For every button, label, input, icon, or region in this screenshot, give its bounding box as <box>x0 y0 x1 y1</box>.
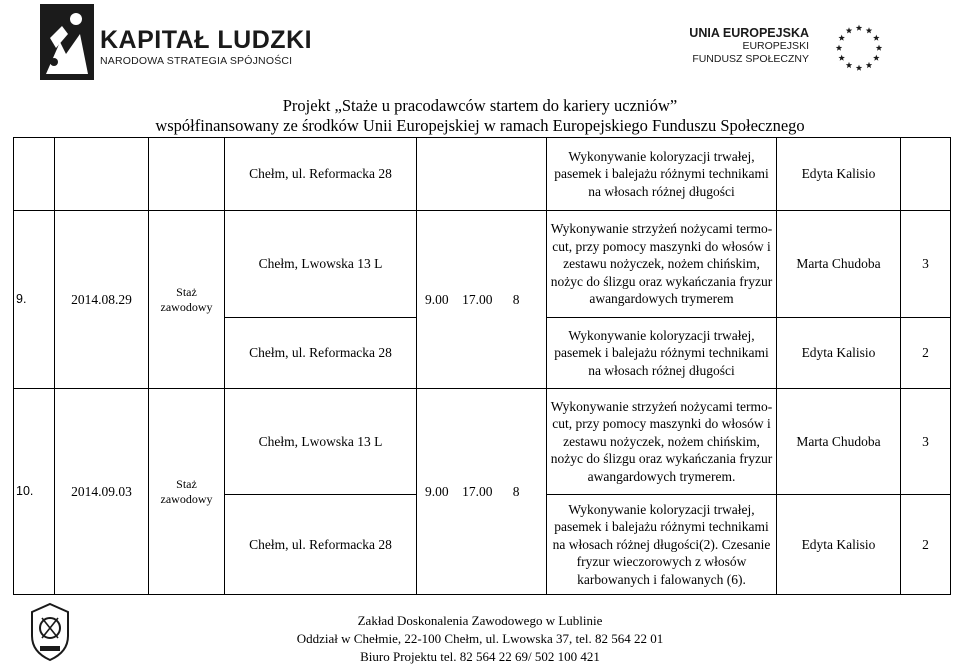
project-title: Projekt „Staże u pracodawców startem do kariery uczniów” <box>282 96 678 115</box>
time-cell <box>417 138 547 211</box>
trainer-cell: Edyta Kalisio <box>777 138 901 211</box>
table-row <box>14 389 951 495</box>
hours-cell <box>901 138 951 211</box>
hour-count: 8 <box>512 291 520 307</box>
place-cell: Chełm, ul. Reformacka 28 <box>225 318 417 389</box>
eu-star-icon <box>866 62 872 68</box>
time-from: 9.00 <box>425 483 449 499</box>
description-cell: Wykonywanie koloryzacji trwałej, pasemek i balejażu różnymi technikami na włosach różnej długości(2). Czesanie fryzur wieczorowych z włosów karbowanych i falowanych (6). <box>547 495 777 595</box>
description-cell: Wykonywanie koloryzacji trwałej, pasemek i balejażu różnymi technikami na włosach różnej długości <box>547 318 777 389</box>
eu-logo <box>676 20 926 80</box>
description-cell: Wykonywanie koloryzacji trwałej, pasemek i balejażu różnymi technikami na włosach różnej długości <box>547 138 777 211</box>
time-to: 17.00 <box>462 291 493 307</box>
time-to: 17.00 <box>462 483 493 499</box>
date-cell <box>55 138 149 211</box>
project-funding: współfinansowany ze środków Unii Europejskiej w ramach Europejskiego Funduszu Społecznego <box>155 116 805 135</box>
footer-address: Oddział w Chełmie, 22-100 Chełm, ul. Lwowska 37, tel. 82 564 22 01 <box>296 631 664 646</box>
lp-cell: 9. <box>14 211 55 389</box>
trainer-cell: Marta Chudoba <box>777 389 901 495</box>
kapital-ludzki-emblem-icon <box>40 4 94 80</box>
form-cell: Staż zawodowy <box>149 389 225 595</box>
eu-star-icon <box>856 65 862 71</box>
eu-star-icon <box>876 45 882 51</box>
eu-star-icon <box>846 27 852 33</box>
eu-flag-icon <box>818 20 900 76</box>
eu-logo-text <box>676 26 809 66</box>
eu-logo-line2: EUROPEJSKI <box>742 40 809 52</box>
eu-star-icon <box>873 35 879 41</box>
place-cell: Chełm, Lwowska 13 L <box>225 211 417 318</box>
eu-star-icon <box>836 45 842 51</box>
description-cell: Wykonywanie strzyżeń nożycami termo-cut, przy pomocy maszynki do włosów i zestawu nożyczek, nożem chińskim, nożyc do ślizgu oraz wykańczania fryzur awangardowych trymerem. <box>547 389 777 495</box>
trainer-cell: Marta Chudoba <box>777 211 901 318</box>
trainer-cell: Edyta Kalisio <box>777 318 901 389</box>
time-from: 9.00 <box>425 291 449 307</box>
eu-star-icon <box>856 25 862 31</box>
hours-cell: 3 <box>901 389 951 495</box>
eu-logo-line3: FUNDUSZ SPOŁECZNY <box>692 53 809 65</box>
eu-star-icon <box>873 55 879 61</box>
place-cell: Chełm, ul. Reformacka 28 <box>225 495 417 595</box>
kapital-ludzki-logo <box>40 4 313 82</box>
hours-cell: 3 <box>901 211 951 318</box>
form-cell <box>149 138 225 211</box>
schedule-table-wrapper <box>13 137 950 596</box>
footer-project-office: Biuro Projektu tel. 82 564 22 69/ 502 100 421 <box>360 649 600 664</box>
description-cell: Wykonywanie strzyżeń nożycami termo-cut, przy pomocy maszynki do włosów i zestawu nożyczek, nożem chińskim, nożyc do ślizgu oraz wykańczania fryzur awangardowych trymerem <box>547 211 777 318</box>
kapital-ludzki-subtitle: NARODOWA STRATEGIA SPÓJNOŚCI <box>100 55 293 67</box>
time-cell <box>417 211 547 389</box>
table-row <box>14 138 951 211</box>
place-cell: Chełm, Lwowska 13 L <box>225 389 417 495</box>
eu-star-icon <box>866 27 872 33</box>
place-cell: Chełm, ul. Reformacka 28 <box>225 138 417 211</box>
kapital-ludzki-title: KAPITAŁ LUDZKI <box>100 26 313 54</box>
form-cell: Staż zawodowy <box>149 211 225 389</box>
lp-cell <box>14 138 55 211</box>
eu-star-icon <box>838 35 844 41</box>
table-row <box>14 211 951 318</box>
eu-star-icon <box>846 62 852 68</box>
hours-cell: 2 <box>901 318 951 389</box>
trainer-cell: Edyta Kalisio <box>777 495 901 595</box>
hours-cell: 2 <box>901 495 951 595</box>
time-cell <box>417 389 547 595</box>
date-cell: 2014.08.29 <box>55 211 149 389</box>
eu-star-icon <box>838 55 844 61</box>
lp-cell: 10. <box>14 389 55 595</box>
hour-count: 8 <box>512 483 520 499</box>
schedule-table <box>13 137 951 595</box>
eu-logo-line1: UNIA EUROPEJSKA <box>689 26 809 40</box>
date-cell: 2014.09.03 <box>55 389 149 595</box>
footer-organization: Zakład Doskonalenia Zawodowego w Lublinie <box>357 613 603 628</box>
